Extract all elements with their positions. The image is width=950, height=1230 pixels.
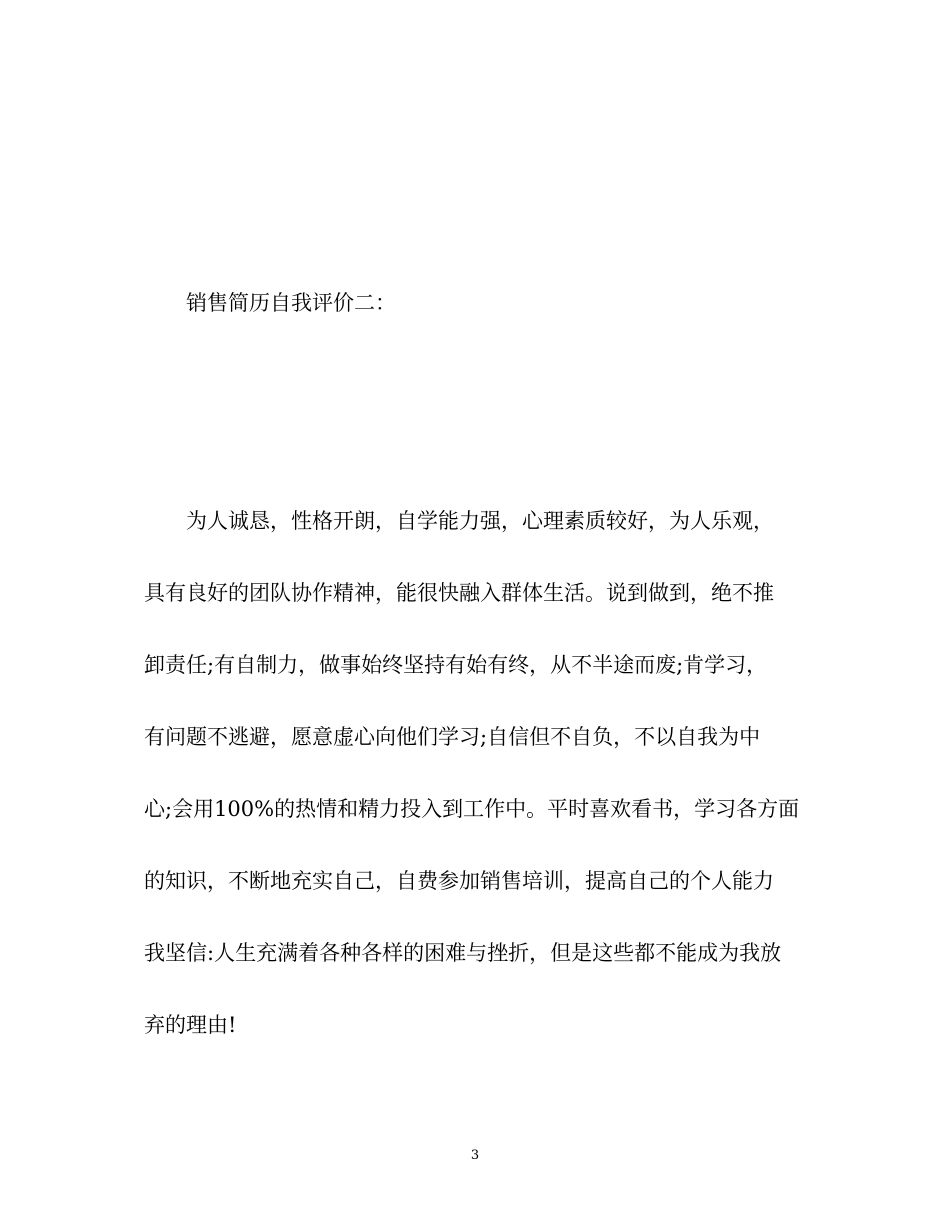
paragraph-line: 的知识，不断地充实自己，自费参加销售培训，提高自己的个人能力 <box>144 869 774 893</box>
paragraph-line: 具有良好的团队协作精神，能很快融入群体生活。说到做到，绝不推 <box>144 581 774 605</box>
paragraph-line: 有问题不逃避，愿意虚心向他们学习;自信但不自负，不以自我为中 <box>144 725 761 749</box>
section-heading: 销售简历自我评价二： <box>186 291 396 315</box>
paragraph-line: 卸责任;有自制力，做事始终坚持有始有终，从不半途而废;肯学习， <box>144 653 768 677</box>
paragraph-line: 心;会用100%的热情和精力投入到工作中。平时喜欢看书，学习各方面 <box>144 797 800 821</box>
paragraph-line: 弃的理由! <box>144 1013 237 1037</box>
paragraph-line: 为人诚恳，性格开朗，自学能力强，心理素质较好，为人乐观， <box>186 509 774 533</box>
page-number: 3 <box>470 1148 480 1163</box>
paragraph-line: 我坚信:人生充满着各种各样的困难与挫折，但是这些都不能成为我放 <box>144 941 782 965</box>
